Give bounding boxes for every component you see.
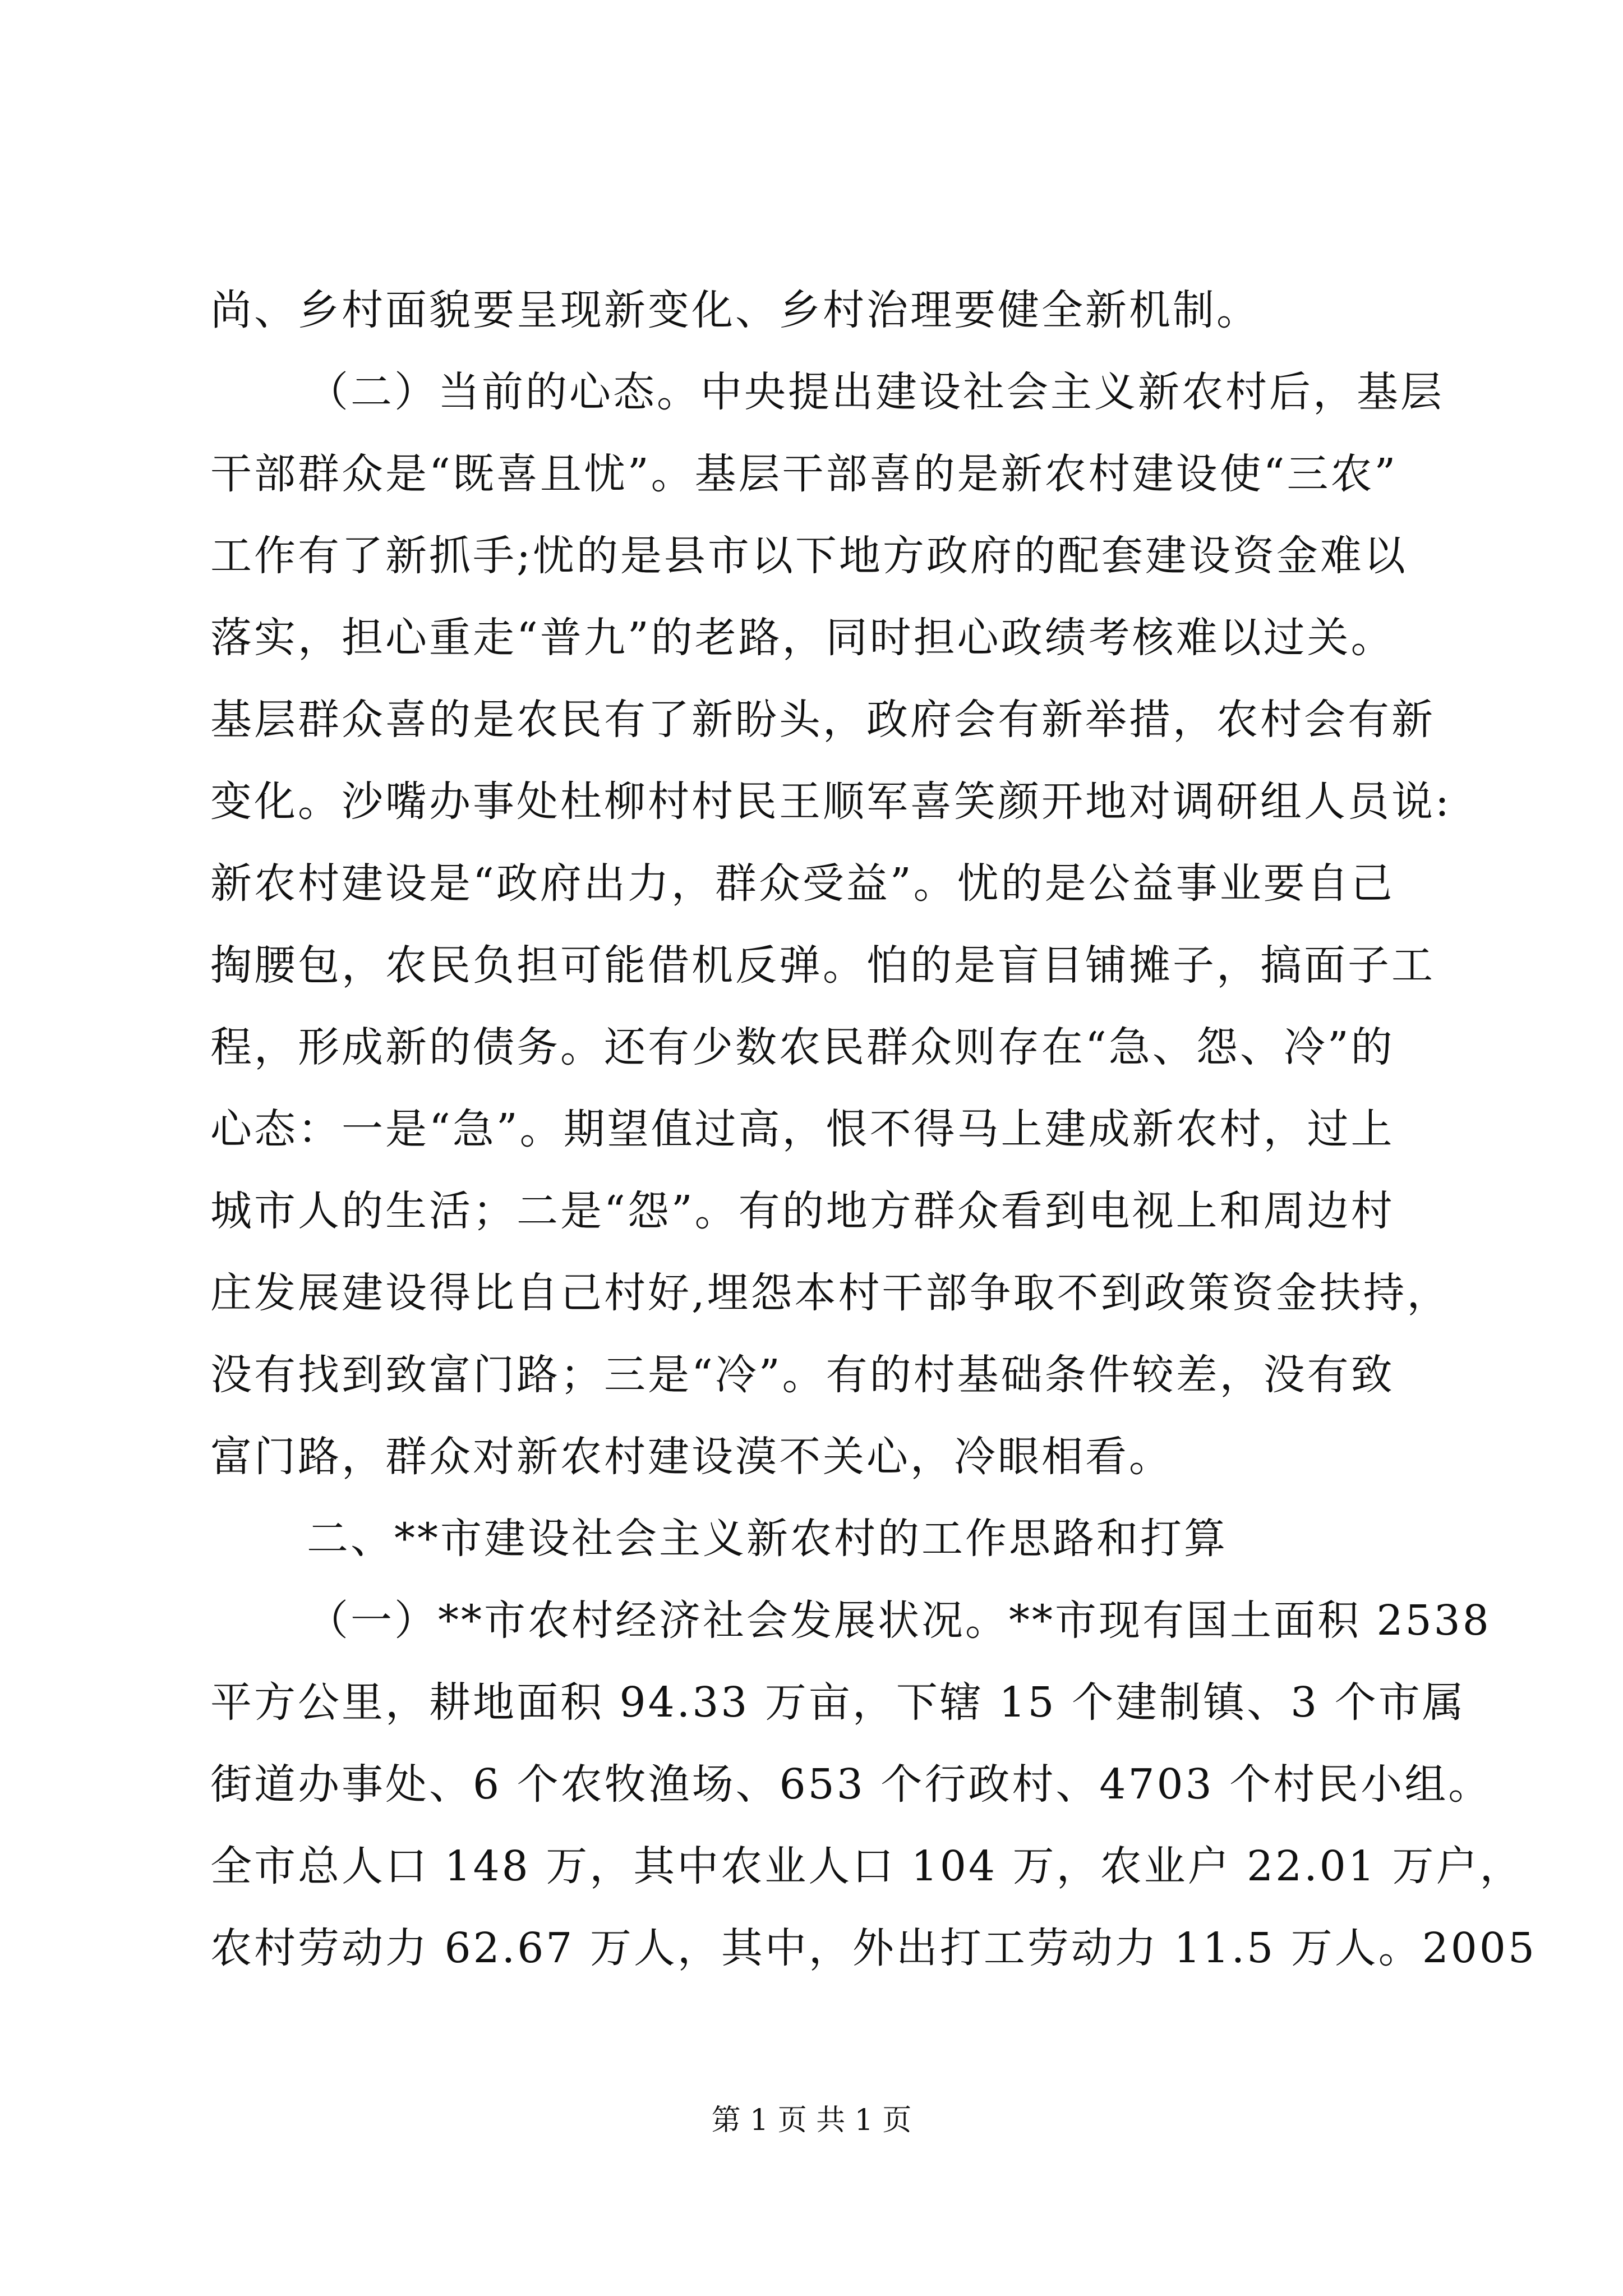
text-line: 落实，担心重走“普九”的老路，同时担心政绩考核难以过关。 <box>210 614 1395 662</box>
text-line: 平方公里，耕地面积 94.33 万亩，下辖 15 个建制镇、3 个市属 <box>210 1678 1466 1727</box>
document-body <box>210 269 1537 1989</box>
text-line: 工作有了新抓手;忧的是县市以下地方政府的配套建设资金难以 <box>210 532 1408 580</box>
text-line: 街道办事处、6 个农牧渔场、653 个行政村、4703 个村民小组。 <box>210 1760 1492 1809</box>
text-line: 基层群众喜的是农民有了新盼头，政府会有新举措，农村会有新 <box>210 696 1435 744</box>
text-line: 全市总人口 148 万，其中农业人口 104 万，农业户 22.01 万户， <box>210 1842 1524 1890</box>
text-line: 新农村建设是“政府出力，群众受益”。忧的是公益事业要自己 <box>210 859 1395 908</box>
text-line: 没有找到致富门路；三是“冷”。有的村基础条件较差，没有致 <box>210 1351 1395 1399</box>
text-line: 程，形成新的债务。还有少数农民群众则存在“急、怨、冷”的 <box>210 1023 1395 1071</box>
text-line: 庄发展建设得比自己村好,埋怨本村干部争取不到政策资金扶持， <box>210 1269 1451 1317</box>
text-line: 富门路，群众对新农村建设漠不关心，冷眼相看。 <box>210 1433 1173 1481</box>
text-line: 城市人的生活；二是“怨”。有的地方群众看到电视上和周边村 <box>210 1187 1395 1235</box>
page-footer: 第 1 页 共 1 页 <box>711 2104 912 2137</box>
text-line: 尚、乡村面貌要呈现新变化、乡村治理要健全新机制。 <box>210 286 1260 334</box>
text-line: 掏腰包，农民负担可能借机反弹。怕的是盲目铺摊子，搞面子工 <box>210 941 1435 990</box>
text-line: 变化。沙嘴办事处杜柳村村民王顺军喜笑颜开地对调研组人员说: <box>210 777 1451 826</box>
text-line: （一）**市农村经济社会发展状况。**市现有国土面积 2538 <box>307 1596 1491 1645</box>
section-heading: 二、**市建设社会主义新农村的工作思路和打算 <box>307 1515 1228 1563</box>
text-line: 干部群众是“既喜且忧”。基层干部喜的是新农村建设使“三农” <box>210 450 1398 498</box>
text-line: 农村劳动力 62.67 万人，其中，外出打工劳动力 11.5 万人。2005 <box>210 1924 1537 1972</box>
text-line: 心态：一是“急”。期望值过高，恨不得马上建成新农村，过上 <box>210 1105 1395 1153</box>
text-line: （二）当前的心态。中央提出建设社会主义新农村后，基层 <box>307 368 1444 416</box>
